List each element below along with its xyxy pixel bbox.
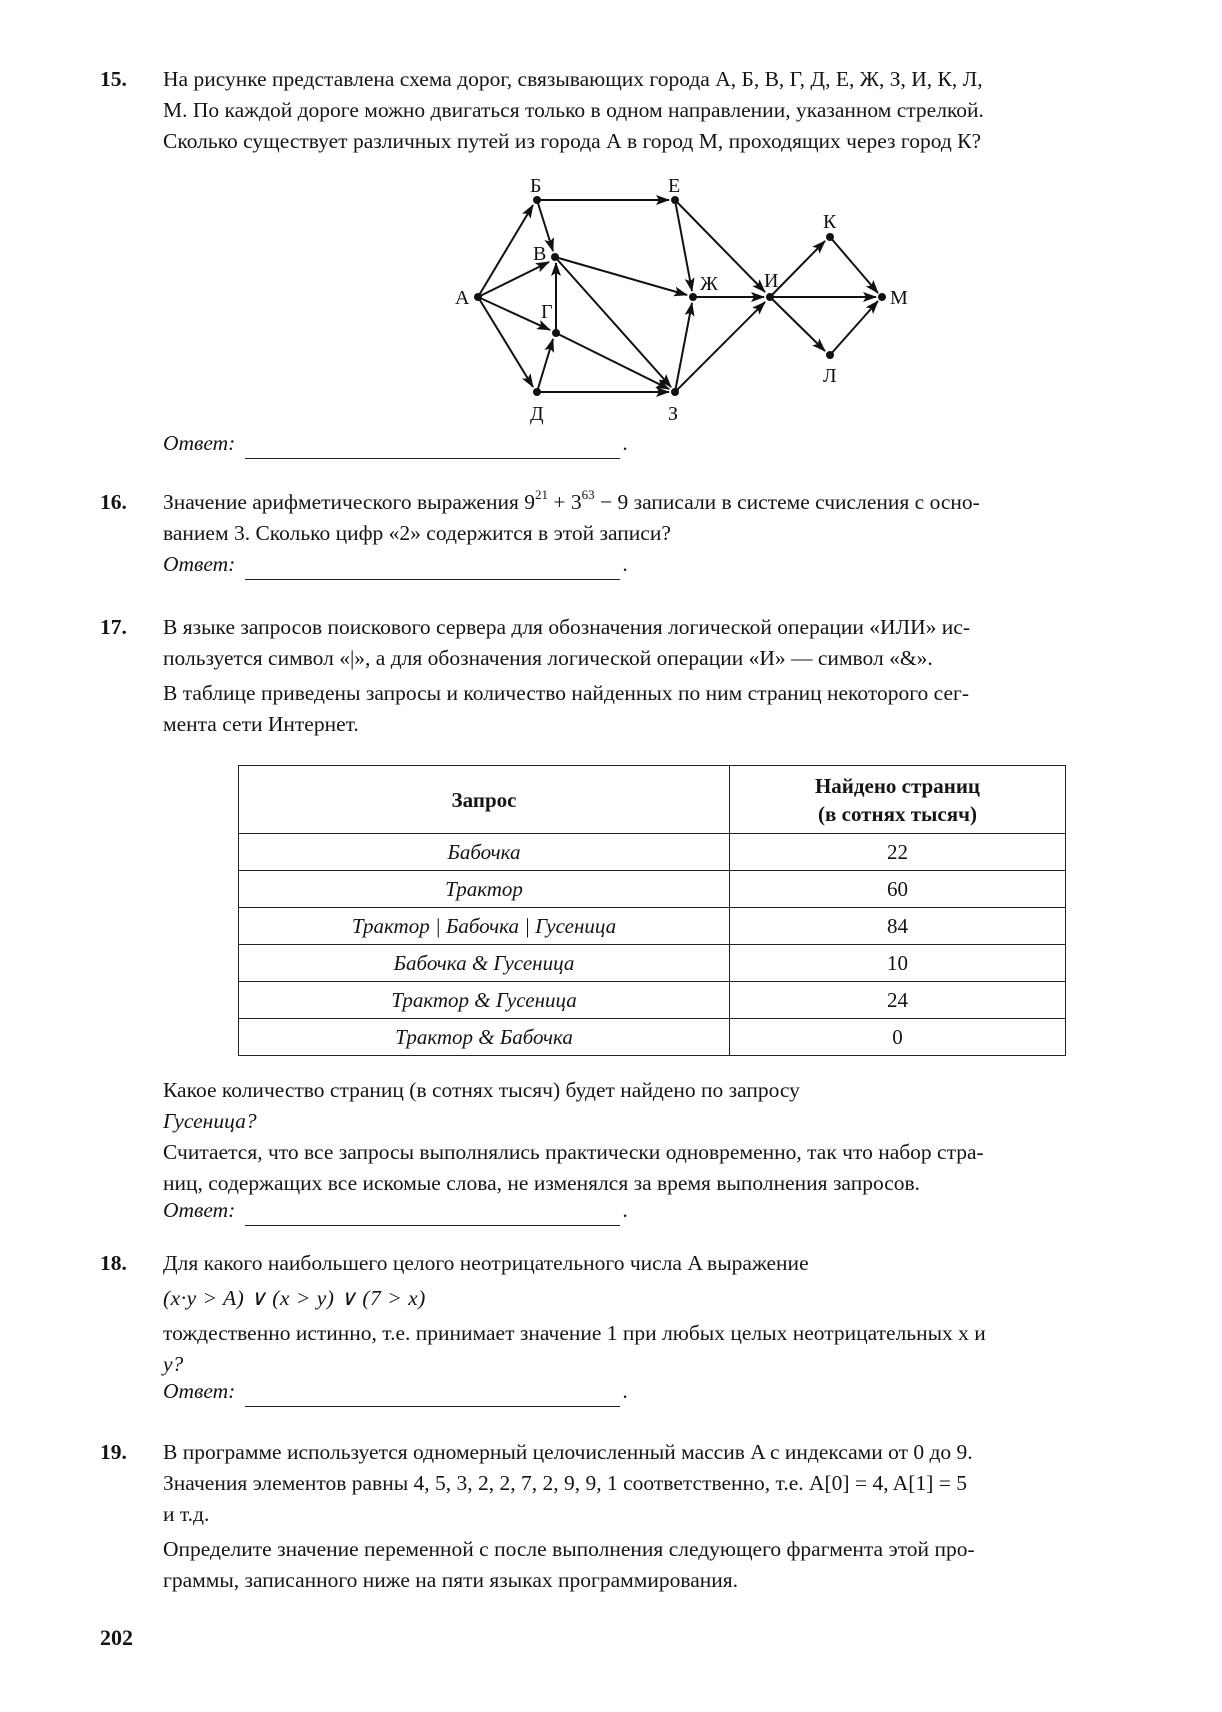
task-15-answer — [100, 428, 1210, 459]
graph-labels — [455, 175, 908, 425]
answer-field[interactable]: Ответ: . — [163, 428, 1210, 459]
logic-formula: (x·y > A) ∨ (x > y) ∨ (7 > x) — [163, 1286, 426, 1310]
answer-field[interactable]: Ответ: . — [163, 549, 1210, 580]
answer-blank[interactable] — [245, 1384, 620, 1407]
task-text: Считается, что все запросы выполнялись практически одновременно, так что набор стра- — [163, 1140, 984, 1164]
task-18 — [100, 1248, 1210, 1407]
task-number: 16. — [100, 490, 127, 514]
graph-edges — [478, 200, 878, 392]
table-row: Бабочка 22 — [239, 834, 1066, 871]
table-row: Бабочка & Гусеница 10 — [239, 945, 1066, 982]
answer-field[interactable]: Ответ: . — [163, 1195, 1210, 1226]
header-count: Найдено страниц (в сотнях тысяч) — [730, 766, 1066, 834]
task-text: Сколько существует различных путей из города А в город М, проходящих через город К? — [163, 129, 982, 153]
task-text: пользуется символ «|», а для обозначения логической операции «И» — символ «&». — [163, 646, 933, 670]
task-text: тождественно истинно, т.е. принимает значение 1 при любых целых неотрицательных x и — [163, 1321, 986, 1345]
task-text: ванием 3. Сколько цифр «2» содержится в этой записи? — [163, 521, 671, 545]
task-17 — [100, 612, 1210, 740]
table-row: Трактор | Бабочка | Гусеница 84 — [239, 908, 1066, 945]
node-label: Д — [530, 403, 544, 425]
task-text: мента сети Интернет. — [163, 712, 359, 736]
table-row: Трактор 60 — [239, 871, 1066, 908]
answer-label: Ответ: — [163, 431, 236, 455]
task-text: ниц, содержащих все искомые слова, не изменялся за время выполнения запросов. — [163, 1171, 921, 1195]
task-text: В программе используется одномерный целочисленный массив A с индексами от 0 до 9. — [163, 1440, 973, 1464]
node-label: Б — [530, 175, 542, 197]
table-row: Трактор & Гусеница 24 — [239, 982, 1066, 1019]
task-number: 17. — [100, 615, 127, 639]
task-number: 18. — [100, 1251, 127, 1275]
task-text: В таблице приведены запросы и количество найденных по ним страниц некоторого сег- — [163, 681, 969, 705]
node-label: З — [668, 403, 679, 425]
node-label: Л — [823, 365, 837, 387]
task-text: В языке запросов поискового сервера для обозначения логической операции «ИЛИ» ис- — [163, 615, 970, 639]
node-label: К — [823, 211, 837, 233]
task-text: Какое количество страниц (в сотнях тысяч) будет найдено по запросу — [163, 1078, 800, 1102]
page-number: 202 — [100, 1625, 133, 1650]
task-text: граммы, записанного ниже на пяти языках программирования. — [163, 1568, 739, 1592]
table-row: Трактор & Бабочка 0 — [239, 1019, 1066, 1056]
answer-label: Ответ: — [163, 552, 236, 576]
node-label: Г — [541, 301, 553, 323]
task-19 — [100, 1437, 1210, 1596]
task-text: М. По каждой дороге можно двигаться только в одном направлении, указанном стрелкой. — [163, 98, 984, 122]
node-label: И — [764, 270, 779, 292]
header-query: Запрос — [239, 766, 730, 834]
task-text: Значение арифметического выражения $9^{21} + 3^{63} - 9$ записали в системе счисления с осно- — [163, 487, 980, 514]
query-table — [238, 765, 1066, 1056]
node-label: М — [890, 287, 908, 309]
answer-field[interactable]: Ответ: . — [163, 1376, 1210, 1407]
table-header-row — [239, 766, 1066, 834]
answer-label: Ответ: — [163, 1198, 236, 1222]
task-text: Значения элементов равны 4, 5, 3, 2, 2, 7, 2, 9, 9, 1 соответственно, т.е. A[0] = 4, A[1] = 5 — [163, 1471, 967, 1495]
node-label: В — [533, 243, 547, 265]
answer-blank[interactable] — [245, 557, 620, 580]
answer-blank[interactable] — [245, 1203, 620, 1226]
task-text: Гусеница? — [163, 1109, 257, 1133]
road-graph-diagram — [0, 0, 1222, 430]
task-text: и т.д. — [163, 1502, 210, 1526]
node-label: Е — [668, 175, 681, 197]
task-text: Для какого наибольшего целого неотрицательного числа A выражение — [163, 1251, 809, 1275]
task-17-question — [100, 1075, 1210, 1226]
node-label: Ж — [700, 273, 718, 295]
task-text: На рисунке представлена схема дорог, связывающих города А, Б, В, Г, Д, Е, Ж, З, И, К, Л, — [163, 67, 983, 91]
answer-label: Ответ: — [163, 1379, 236, 1403]
task-text: y? — [163, 1352, 184, 1376]
answer-blank[interactable] — [245, 436, 620, 459]
task-number: 15. — [100, 67, 127, 91]
task-number: 19. — [100, 1440, 127, 1464]
task-16 — [100, 487, 1210, 580]
node-label: А — [455, 287, 470, 309]
task-text: Определите значение переменной c после выполнения следующего фрагмента этой про- — [163, 1537, 975, 1561]
